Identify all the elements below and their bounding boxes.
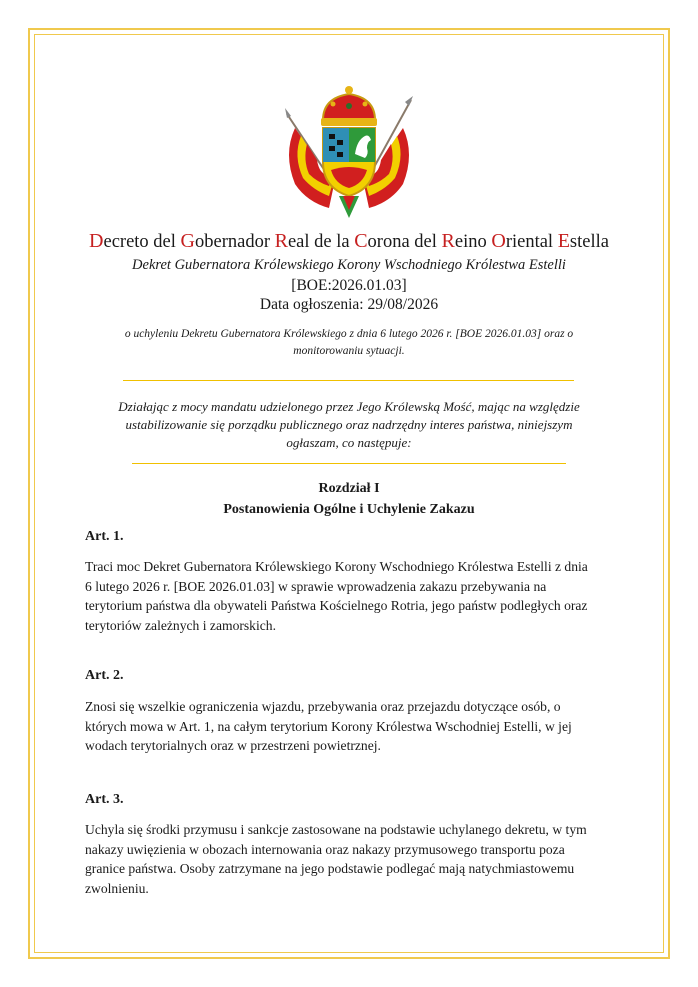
- article-line: wodach terytorialnych oraz w przestrzeni powietrznej.: [85, 738, 381, 754]
- article-line: zwolnieniu.: [85, 881, 149, 897]
- decree-subject: o uchyleniu Dekretu Gubernatora Królewskiego z dnia 6 lutego 2026 r. [BOE 2026.01.03] oraz o monitorowaniu sytuacji.: [124, 328, 574, 357]
- article-heading: Art. 3.: [85, 792, 124, 807]
- publication-date: Data ogłoszenia: 29/08/2026: [259, 296, 439, 313]
- article-line: których mowa w Art. 1, na całym terytorium Korony Królestwa Wschodniej Estelli, w jej: [85, 718, 572, 734]
- preamble: Działając z mocy mandatu udzielonego przez Jego Królewską Mość, mając na względzie ustabilizowanie się porządku publicznego oraz nadrzędny interes państwa, niniejszym ogłaszam, co następuje:: [118, 399, 580, 450]
- title-capital-letter: R: [274, 230, 288, 252]
- chapter-number: Rozdział I: [318, 481, 380, 496]
- article-body: [85, 697, 625, 756]
- article-line: terytoriów zależnych i zamorskich.: [85, 618, 276, 634]
- title-capital-letter: C: [354, 230, 368, 252]
- article-heading: Art. 1.: [85, 529, 124, 544]
- title-capital-letter: G: [180, 230, 195, 252]
- boe-reference: [BOE:2026.01.03]: [291, 277, 407, 294]
- divider-top: [123, 380, 574, 381]
- title-capital-letter: O: [491, 230, 506, 252]
- title-text: eino: [454, 232, 492, 252]
- article-line: terytorium państwa dla obywateli Państwa Kościelnego Rotria, jego państw podległych oraz: [85, 598, 588, 614]
- decree-title: [40, 230, 658, 253]
- title-capital-letter: D: [89, 230, 104, 252]
- title-capital-letter: R: [441, 230, 455, 252]
- royal-coat-of-arms-icon: [273, 84, 425, 220]
- title-text: stella: [569, 232, 609, 252]
- title-text: obernador: [194, 232, 275, 252]
- article-line: Uchyla się środki przymusu i sankcje zastosowane na podstawie uchylanego dekretu, w tym: [85, 822, 587, 837]
- title-text: ecreto del: [103, 232, 181, 252]
- article-heading: Art. 2.: [85, 668, 124, 683]
- article-line: granice państwa. Osoby zatrzymane na jego podstawie podlegać mają natychmiastowemu: [85, 861, 575, 877]
- article-line: 6 lutego 2026 r. [BOE 2026.01.03] w sprawie wprowadzenia zakazu przebywania na: [85, 578, 547, 594]
- article-body: [85, 820, 625, 899]
- title-text: eal de la: [287, 232, 355, 252]
- article-line: Traci moc Dekret Gubernatora Królewskiego Korony Wschodniego Królestwa Estelli z dnia: [85, 559, 588, 574]
- divider-bottom: [132, 463, 566, 464]
- article-line: nakazy uwięzienia w obozach internowania oraz nakazy przymusowego transportu poza: [85, 841, 565, 857]
- chapter-title: Postanowienia Ogólne i Uchylenie Zakazu: [223, 502, 475, 517]
- title-text: riental: [505, 232, 558, 252]
- title-capital-letter: E: [557, 230, 570, 252]
- article-body: [85, 557, 625, 636]
- title-text: orona del: [367, 232, 442, 252]
- article-line: Znosi się wszelkie ograniczenia wjazdu, przebywania oraz przejazdu dotyczące osób, o: [85, 699, 561, 714]
- decree-subtitle: Dekret Gubernatora Królewskiego Korony Wschodniego Królestwa Estelli: [132, 257, 566, 273]
